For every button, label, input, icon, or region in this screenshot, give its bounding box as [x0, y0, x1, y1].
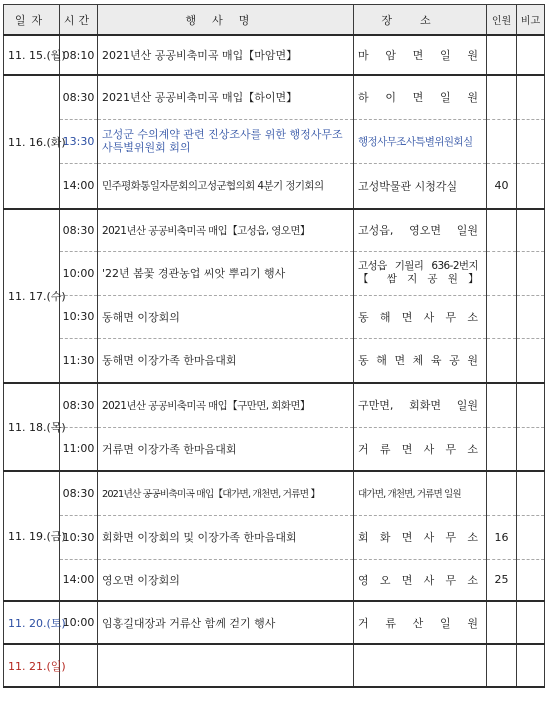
people-cell — [487, 75, 517, 119]
header-note: 비고 — [517, 5, 545, 36]
place-cell: 동 해 면 체 육 공 원 — [354, 338, 487, 383]
note-cell — [517, 338, 545, 383]
date-cell: 11. 15.(월) — [4, 35, 60, 75]
people-cell — [487, 119, 517, 163]
time-cell: 14:00 — [60, 559, 98, 601]
people-cell — [487, 383, 517, 427]
event-cell: 2021년산 공공비축미곡 매입【하이면】 — [98, 75, 354, 119]
note-cell — [517, 119, 545, 163]
time-cell: 13:30 — [60, 119, 98, 163]
schedule-table — [3, 4, 545, 688]
table-row — [4, 338, 545, 383]
table-row — [4, 251, 545, 295]
place-cell — [354, 644, 487, 687]
event-cell: 2021년산 공공비축미곡 매입【마암면】 — [98, 35, 354, 75]
event-cell: 거류면 이장가족 한마음대회 — [98, 427, 354, 471]
note-cell — [517, 209, 545, 251]
event-cell: 2021년산 공공비축미곡 매입【구만면, 회화면】 — [98, 383, 354, 427]
table-row — [4, 209, 545, 251]
people-cell — [487, 644, 517, 687]
event-cell: '22년 봄꽃 경관농업 씨앗 뿌리기 행사 — [98, 251, 354, 295]
note-cell — [517, 163, 545, 209]
people-cell — [487, 35, 517, 75]
event-cell: 동해면 이장가족 한마음대회 — [98, 338, 354, 383]
place-cell: 구만면, 회화면 일원 — [354, 383, 487, 427]
note-cell — [517, 35, 545, 75]
note-cell — [517, 601, 545, 644]
place-cell: 마 암 면 일 원 — [354, 35, 487, 75]
event-cell: 고성군 수의계약 관련 진상조사를 위한 행정사무조사특별위원회 회의 — [98, 119, 354, 163]
event-cell: 영오면 이장회의 — [98, 559, 354, 601]
people-cell — [487, 251, 517, 295]
people-cell — [487, 427, 517, 471]
table-row — [4, 559, 545, 601]
time-cell: 11:30 — [60, 338, 98, 383]
note-cell — [517, 383, 545, 427]
place-cell: 대가면, 개천면, 거류면 일원 — [354, 471, 487, 515]
note-cell — [517, 515, 545, 559]
time-cell: 10:00 — [60, 251, 98, 295]
table-row — [4, 35, 545, 75]
note-cell — [517, 75, 545, 119]
people-cell — [487, 295, 517, 338]
time-cell: 10:00 — [60, 601, 98, 644]
place-cell: 행정사무조사특별위원회실 — [354, 119, 487, 163]
header-people: 인원 — [487, 5, 517, 36]
note-cell — [517, 295, 545, 338]
time-cell: 08:30 — [60, 383, 98, 427]
place-cell: 고성박물관 시청각실 — [354, 163, 487, 209]
people-cell: 40 — [487, 163, 517, 209]
place-cell: 회 화 면 사 무 소 — [354, 515, 487, 559]
time-cell: 10:30 — [60, 515, 98, 559]
people-cell — [487, 338, 517, 383]
date-cell: 11. 21.(일) — [4, 644, 60, 687]
date-cell: 11. 20.(토) — [4, 601, 60, 644]
table-row — [4, 119, 545, 163]
table-row — [4, 644, 545, 687]
header-event: 행사명 — [98, 5, 354, 36]
time-cell: 10:30 — [60, 295, 98, 338]
people-cell: 25 — [487, 559, 517, 601]
place-cell: 하 이 면 일 원 — [354, 75, 487, 119]
event-cell: 임홍길대장과 거류산 함께 걷기 행사 — [98, 601, 354, 644]
date-cell: 11. 19.(금) — [4, 471, 60, 601]
header-date: 일자 — [4, 5, 60, 36]
people-cell — [487, 471, 517, 515]
event-cell: 2021년산 공공비축미곡 매입【고성읍, 영오면】 — [98, 209, 354, 251]
table-header-row — [4, 5, 545, 36]
event-cell: 민주평화통일자문회의고성군협의회 4분기 정기회의 — [98, 163, 354, 209]
note-cell — [517, 559, 545, 601]
place-cell: 거 류 산 일 원 — [354, 601, 487, 644]
event-cell — [98, 644, 354, 687]
time-cell: 08:30 — [60, 209, 98, 251]
time-cell: 11:00 — [60, 427, 98, 471]
event-cell: 동해면 이장회의 — [98, 295, 354, 338]
table-row — [4, 163, 545, 209]
table-row — [4, 427, 545, 471]
table-row — [4, 75, 545, 119]
header-place: 장소 — [354, 5, 487, 36]
time-cell: 14:00 — [60, 163, 98, 209]
time-cell: 08:30 — [60, 75, 98, 119]
date-cell: 11. 18.(목) — [4, 383, 60, 471]
place-cell: 영 오 면 사 무 소 — [354, 559, 487, 601]
date-cell: 11. 17.(수) — [4, 209, 60, 383]
event-cell: 2021년산 공공비축미곡 매입【대가면, 개천면, 거류면 】 — [98, 471, 354, 515]
header-time: 시간 — [60, 5, 98, 36]
people-cell — [487, 601, 517, 644]
note-cell — [517, 427, 545, 471]
place-cell: 고성읍, 영오면 일원 — [354, 209, 487, 251]
event-cell: 회화면 이장회의 및 이장가족 한마음대회 — [98, 515, 354, 559]
note-cell — [517, 644, 545, 687]
place-cell: 동 해 면 사 무 소 — [354, 295, 487, 338]
date-cell: 11. 16.(화) — [4, 75, 60, 209]
people-cell: 16 — [487, 515, 517, 559]
place-line-2: 【 쌈 지 공 원 】 — [358, 273, 478, 285]
time-cell: 08:30 — [60, 471, 98, 515]
place-cell: 거 류 면 사 무 소 — [354, 427, 487, 471]
note-cell — [517, 471, 545, 515]
table-row — [4, 383, 545, 427]
table-row — [4, 471, 545, 515]
note-cell — [517, 251, 545, 295]
table-row — [4, 295, 545, 338]
table-row — [4, 601, 545, 644]
place-cell — [354, 251, 487, 295]
table-row — [4, 515, 545, 559]
place-line-1: 고성읍 기월리 636-2번지 — [358, 260, 478, 272]
people-cell — [487, 209, 517, 251]
time-cell: 08:10 — [60, 35, 98, 75]
